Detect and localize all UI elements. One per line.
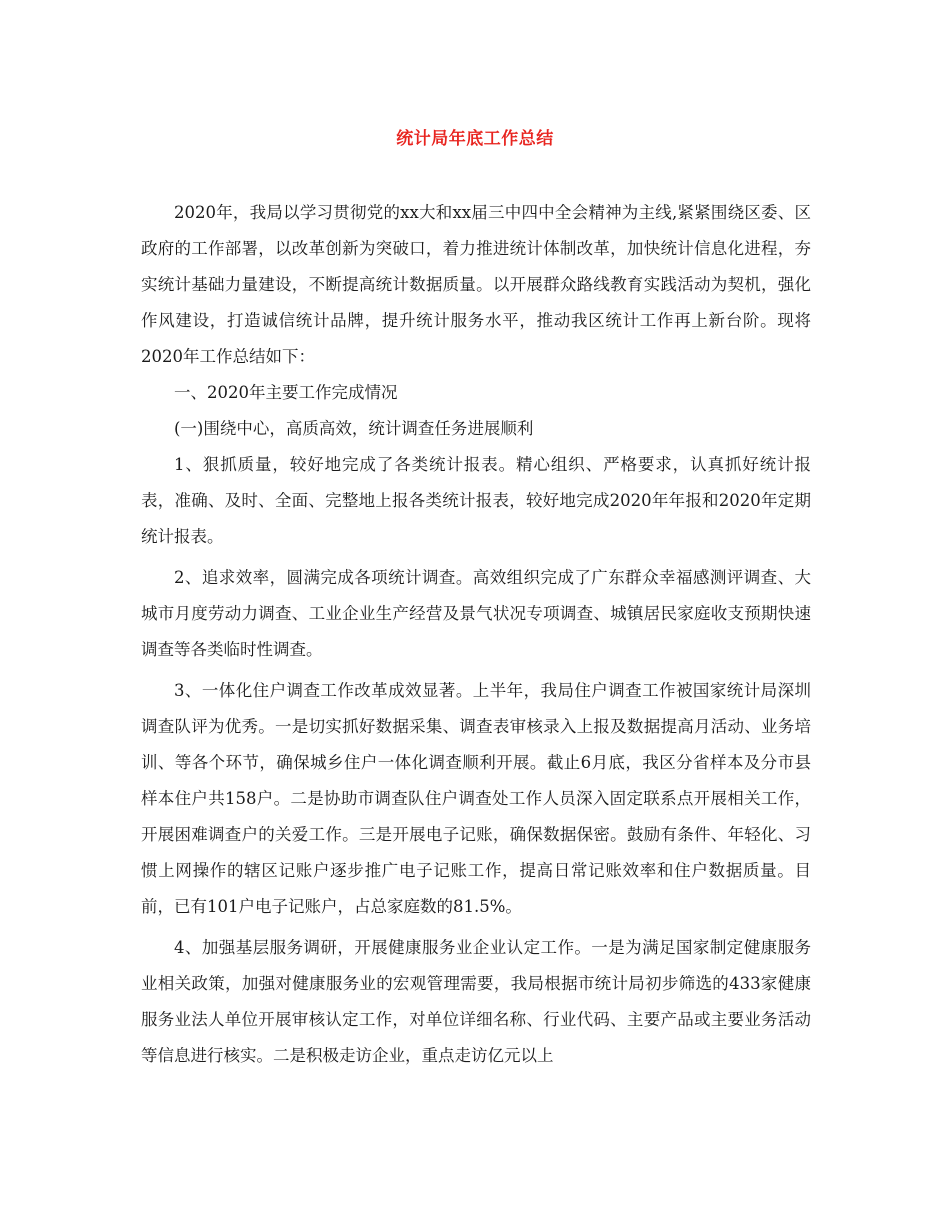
section-heading: 一、2020年主要工作完成情况 [174,383,398,402]
paragraph-item-4: 4、加强基层服务调研，开展健康服务业企业认定工作。一是为满足国家制定健康服务业相关政策，加强对健康服务业的宏观管理需要，我局根据市统计局初步筛选的433家健康服务业法人单位开展审核认定工作，对单位详细名称、行业代码、主要产品或主要业务活动等信息进行核实。二是积极走访企业，重点走访亿元以上 [141,938,811,1065]
paragraph-intro: 2020年，我局以学习贯彻党的xx大和xx届三中四中全会精神为主线,紧紧围绕区委、区政府的工作部署，以改革创新为突破口，着力推进统计体制改革，加快统计信息化进程，夯实统计基础力量建设，不断提高统计数据质量。以开展群众路线教育实践活动为契机，强化作风建设，打造诚信统计品牌，提升统计服务水平，推动我区统计工作再上新台阶。现将2020年工作总结如下： [141,203,811,366]
paragraph-item-3: 3、一体化住户调查工作改革成效显著。上半年，我局住户调查工作被国家统计局深圳调查队评为优秀。一是切实抓好数据采集、调查表审核录入上报及数据提高月活动、业务培训、等各个环节，确保城乡住户一体化调查顺利开展。截止6月底，我区分省样本及分市县样本住户共158户。二是协助市调查队住户调查处工作人员深入固定联系点开展相关工作，开展困难调查户的关爱工作。三是开展电子记账，确保数据保密。鼓励有条件、年轻化、习惯上网操作的辖区记账户逐步推广电子记账工作，提高日常记账效率和住户数据质量。目前，已有101户电子记账户，占总家庭数的81.5%。 [141,681,811,916]
paragraph-item-1: 1、狠抓质量，较好地完成了各类统计报表。精心组织、严格要求，认真抓好统计报表，准确、及时、全面、完整地上报各类统计报表，较好地完成2020年年报和2020年定期统计报表。 [141,455,811,546]
document-title: 统计局年底工作总结 [396,129,554,149]
document-body [141,195,811,1074]
paragraph-item-2: 2、追求效率，圆满完成各项统计调查。高效组织完成了广东群众幸福感测评调查、大城市月度劳动力调查、工业企业生产经营及景气状况专项调查、城镇居民家庭收支预期快速调查等各类临时性调查。 [141,568,811,659]
subsection-heading: (一)围绕中心，高质高效，统计调查任务进展顺利 [174,419,534,438]
